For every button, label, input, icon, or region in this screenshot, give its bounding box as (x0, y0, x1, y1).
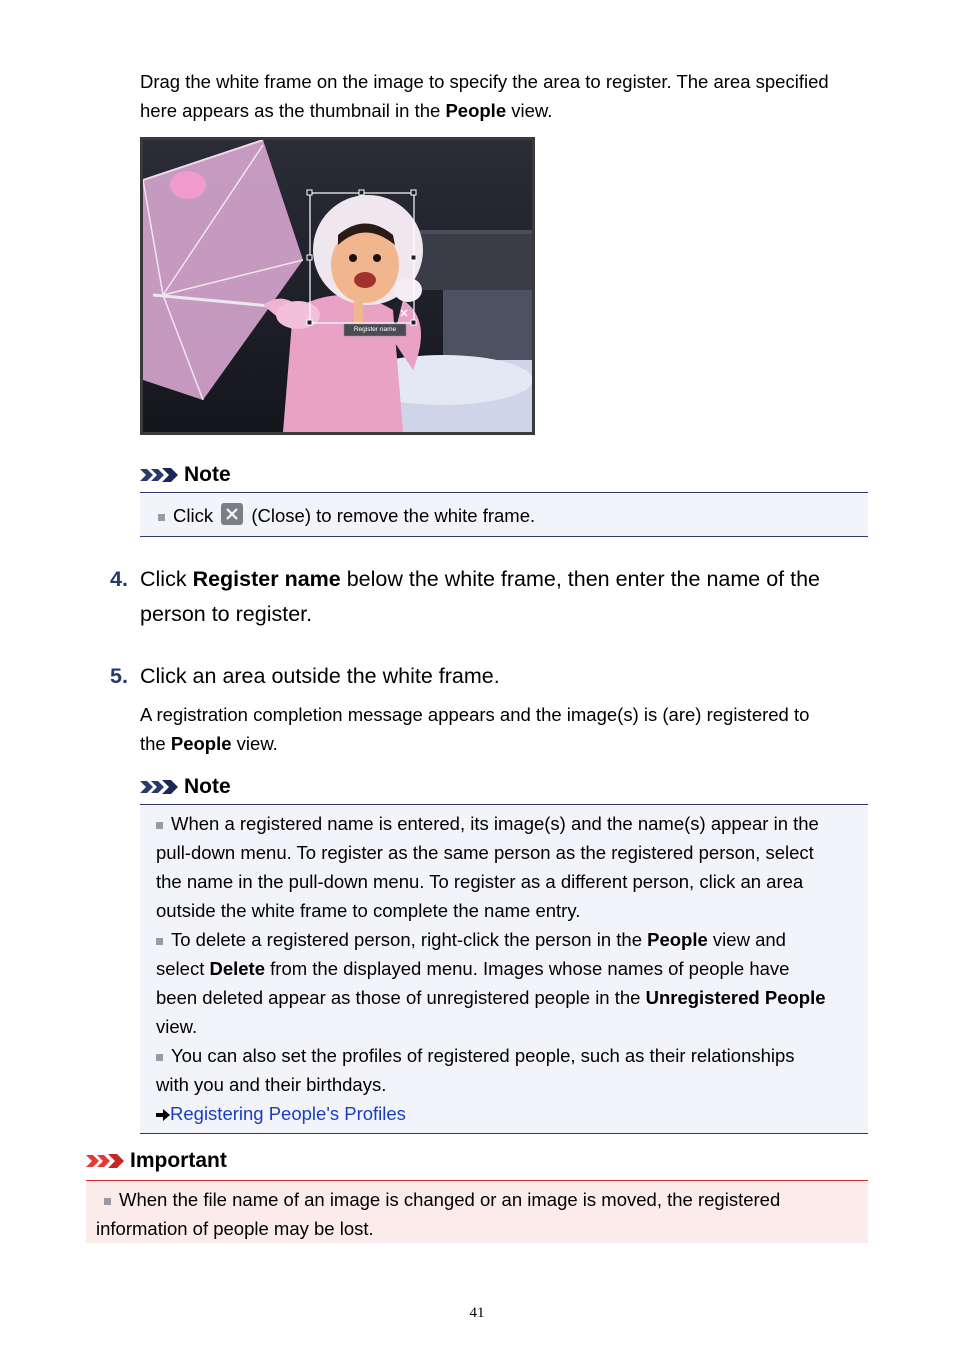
profiles-link-text[interactable]: Registering People's Profiles (170, 1103, 406, 1124)
step-5-number: 5. (110, 664, 128, 688)
note2-list (156, 809, 864, 1128)
step-4-text: Click Register name below the white frame, then enter the name of the person to register. (140, 567, 820, 626)
note-arrows-icon (140, 779, 180, 795)
step-4 (110, 562, 870, 632)
note2-title: Note (184, 775, 231, 798)
note-arrows-icon (140, 467, 180, 483)
note1-heading (140, 462, 231, 488)
page-number: 41 (469, 1305, 485, 1321)
note2-item-2: To delete a registered person, right-click the person in the People view and select Delete from the displayed menu. Images whose names of people have been deleted appear as those of unregistered people in the Unregistered People view. (156, 929, 826, 1037)
intro-paragraph (140, 67, 880, 125)
link-arrow-icon (156, 1109, 170, 1121)
note1-item: Click (Close) to remove the white frame. (158, 501, 535, 530)
bullet-icon (158, 514, 165, 521)
bullet-icon (156, 822, 163, 829)
step-5-text: Click an area outside the white frame. (140, 664, 500, 688)
step-5 (110, 659, 870, 694)
profiles-link[interactable] (156, 1099, 864, 1128)
note1-title: Note (184, 463, 231, 486)
photo-illustration (143, 140, 532, 432)
note1-box (140, 492, 868, 537)
note2-item-3: You can also set the profiles of registered people, such as their relationships with you and their birthdays. Registering People's Profiles (156, 1041, 864, 1128)
intro-line-2: here appears as the thumbnail in the People view. (140, 100, 553, 121)
important-arrows-icon (86, 1153, 126, 1169)
important-title: Important (130, 1149, 227, 1172)
example-photo (140, 137, 535, 435)
intro-line-1: Drag the white frame on the image to specify the area to register. The area specified (140, 71, 829, 92)
note2-box (140, 804, 868, 1134)
close-icon (221, 503, 243, 525)
bullet-icon (156, 1054, 163, 1061)
step-5-description: A registration completion message appears and the image(s) is (are) registered to the People view. (140, 704, 810, 754)
register-name-label: Register name (353, 326, 397, 333)
note2-item-1: When a registered name is entered, its image(s) and the name(s) appear in the pull-down menu. To register as the same person as the registered person, select the name in the pull-down menu. To register as a different person, click an area outside the white frame to complete the name entry. (156, 813, 819, 921)
important-item: When the file name of an image is changed or an image is moved, the registered information of people may be lost. (96, 1189, 781, 1239)
important-heading (86, 1148, 227, 1174)
step-4-number: 4. (110, 567, 128, 591)
note2-heading (140, 774, 231, 800)
bullet-icon (104, 1198, 111, 1205)
bullet-icon (156, 938, 163, 945)
important-box (86, 1180, 868, 1243)
